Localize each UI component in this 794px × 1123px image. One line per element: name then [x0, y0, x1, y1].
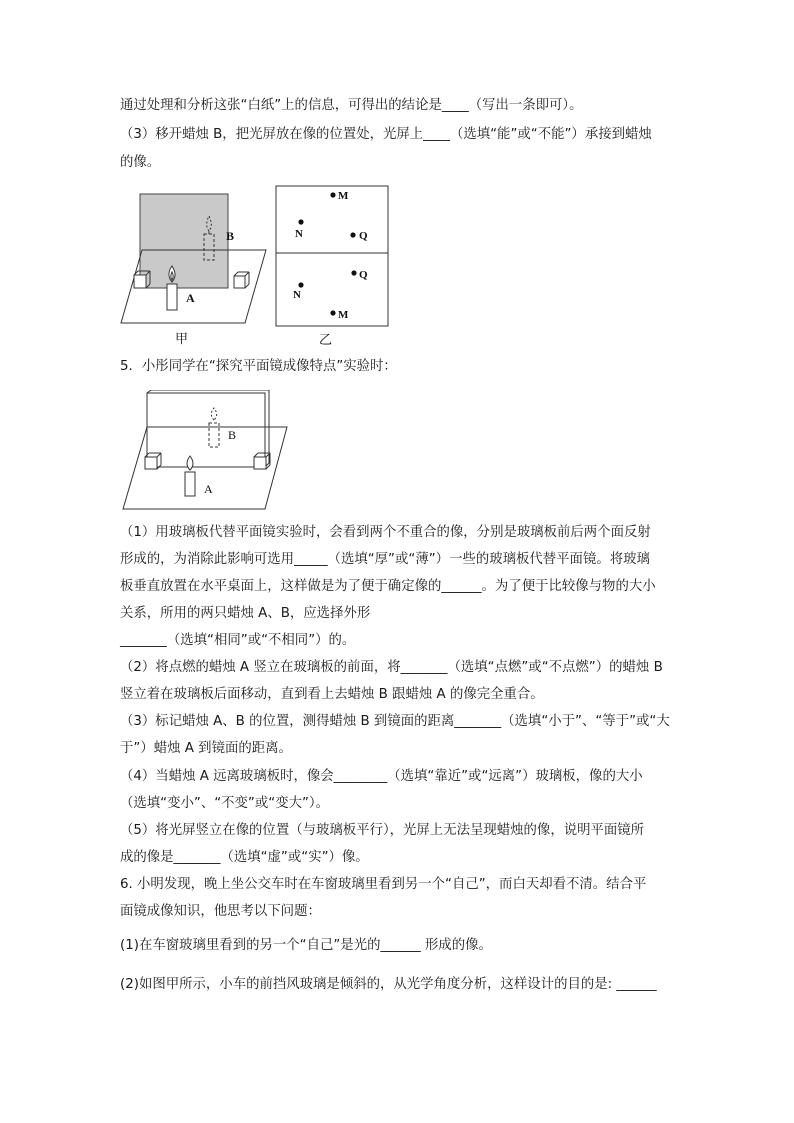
question-5-line: （5）将光屏竖立在像的位置（与玻璃板平行），光屏上无法呈现蜡烛的像，说明平面镜所 [120, 823, 645, 838]
label-a: A [186, 291, 195, 305]
figure-jia [118, 188, 270, 348]
question-5-intro: 5．小彤同学在“探究平面镜成像特点”实验时： [120, 359, 397, 374]
question-5-line: （1）用玻璃板代替平面镜实验时，会看到两个不重合的像，分别是玻璃板前后两个面反射 [120, 525, 651, 540]
point-n-lower [298, 282, 303, 287]
question-5-line: 竖立着在玻璃板后面移动，直到看上去蜡烛 B 跟蜡烛 A 的像完全重合。 [120, 687, 544, 702]
label-n-upper: N [295, 228, 303, 240]
figure-q5 [120, 390, 292, 514]
question-5-line: （2）将点燃的蜡烛 A 竖立在玻璃板的前面，将_______（选填“点燃”或“不点燃”）的蜡烛 B [120, 660, 663, 675]
question-6-line: (1)在车窗玻璃里看到的另一个“自己”是光的______ 形成的像。 [120, 938, 492, 953]
question-5-line: （3）标记蜡烛 A、B 的位置，测得蜡烛 B 到镜面的距离_______（选填“小于”、“等于”或“大 [120, 714, 670, 729]
white-paper [276, 186, 388, 326]
label-a: A [204, 482, 213, 496]
point-n-upper [298, 219, 303, 224]
question-5-line: 板垂直放置在水平桌面上，这样做是为了便于确定像的______。为了便于比较像与物的大小 [120, 579, 656, 594]
text-line: 通过处理和分析这张“白纸”上的信息，可得出的结论是____（写出一条即可）。 [120, 98, 583, 113]
question-5-line: _______（选填“相同”或“不相同”）的。 [120, 633, 356, 648]
figure-yi [274, 185, 390, 349]
point-q-upper [350, 232, 355, 237]
point-q-lower [351, 270, 356, 275]
question-5-line: 关系，所用的两只蜡烛 A、B，应选择外形 [120, 606, 371, 621]
question-5-line: （选填“变小”、“不变”或“变大”）。 [120, 796, 330, 811]
point-m-upper [330, 192, 335, 197]
label-b: B [228, 428, 237, 442]
figure-caption-yi: 乙 [319, 332, 333, 347]
glass-plate [140, 194, 228, 288]
question-6-line: 面镜成像知识，他思考以下问题： [120, 904, 321, 919]
label-b: B [226, 229, 235, 243]
question-5-line: 于”）蜡烛 A 到镜面的距离。 [120, 741, 292, 756]
label-m-upper: M [338, 190, 349, 202]
figure-caption-jia: 甲 [175, 331, 189, 346]
question-5-line: 成的像是_______（选填“虚”或“实”）像。 [120, 850, 369, 865]
glass-plate-front [147, 393, 265, 467]
label-m-lower: M [338, 309, 349, 321]
question-5-line: 形成的，为消除此影响可选用_____（选填“厚”或“薄”）一些的玻璃板代替平面镜。将玻璃 [120, 552, 650, 567]
question-6-line: 6. 小明发现，晚上坐公交车时在车窗玻璃里看到另一个“自己”，而白天却看不清。结合平 [120, 877, 647, 892]
question-5-line: （4）当蜡烛 A 远离玻璃板时，像会________（选填“靠近”或“远离”）玻璃板，像的大小 [120, 769, 643, 784]
label-q-upper: Q [359, 230, 368, 242]
question-6-line: (2)如图甲所示，小车的前挡风玻璃是倾斜的，从光学角度分析，这样设计的目的是: ______ [120, 977, 657, 992]
text-line: （3）移开蜡烛 B，把光屏放在像的位置处，光屏上____（选填“能”或“不能”）承接到蜡烛 [120, 127, 652, 142]
text-line: 的像。 [120, 155, 161, 170]
point-m-lower [330, 310, 335, 315]
support-block-right [234, 272, 249, 288]
label-q-lower: Q [359, 269, 368, 281]
label-n-lower: N [293, 289, 301, 301]
